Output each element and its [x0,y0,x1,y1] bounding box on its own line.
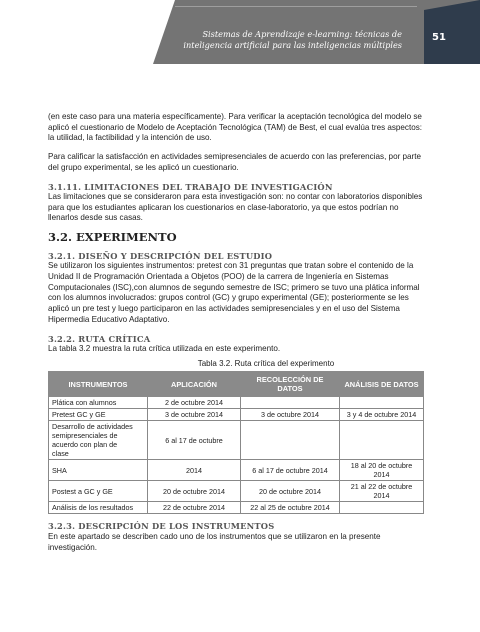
table-row [49,409,424,421]
table-cell [241,421,340,460]
table-row [49,502,424,514]
table-cell: 22 al 25 de octubre 2014 [241,502,340,514]
header-instrumentos: INSTRUMENTOS [49,372,148,397]
paragraph-tam: (en este caso para una materia específicamente). Para verificar la aceptación tecnológica del modelo se aplicó el cuestionario de Modelo de Aceptación Tecnológica (TAM) de Best, el cual evalúa tres aspectos: la utilidad, la factibilidad y la intención de uso. [48,112,423,143]
table-cell: 3 de octubre 2014 [241,409,340,421]
paragraph-critical-path: La tabla 3.2 muestra la ruta crítica utilizada en este experimento. [48,344,281,354]
table-cell [340,421,424,460]
table-cell: Desarrollo de actividades semipresenciales de acuerdo con plan de clase [49,421,148,460]
running-title-line1: Sistemas de Aprendizaje e-learning: técnicas de [202,29,402,39]
table-cell: Postest a GC y GE [49,481,148,502]
heading-instruments: 3.2.3. DESCRIPCIÓN DE LOS INSTRUMENTOS [48,521,275,532]
table-row [49,481,424,502]
paragraph-satisfaction: Para calificar la satisfacción en actividades semipresenciales de acuerdo con las preferencias, por parte del grupo experimental, se les aplicó un cuestionario. [48,152,421,172]
table-caption: Tabla 3.2. Ruta crítica del experimento [197,358,335,368]
running-title [142,29,402,51]
table-cell: 3 y 4 de octubre 2014 [340,409,424,421]
table-cell: 2 de octubre 2014 [148,397,241,409]
table-cell: 3 de octubre 2014 [148,409,241,421]
table-cell: Análisis de los resultados [49,502,148,514]
table-row [49,421,424,460]
table-cell [340,397,424,409]
paragraph-limitations: Las limitaciones que se consideraron para esta investigación son: no contar con laboratorios disponibles para que los estudiantes aplicaran los cuestionarios en clase-laboratorio, ya que estos podrían no llenarlos desde sus casas. [48,192,423,223]
table-cell: 20 de octubre 2014 [241,481,340,502]
table-cell: Pretest GC y GE [49,409,148,421]
table-header-row [49,372,424,397]
running-title-line2: inteligencia artificial para las inteligencias múltiples [183,40,402,50]
table-cell [340,502,424,514]
paragraph-design: Se utilizaron los siguientes instrumentos: pretest con 31 preguntas que tratan sobre el contenido de la Unidad II de Programación Orientada a Objetos (POO) de la carrera de Ingeniería en Sistemas Computacionales (ISC),con alumnos de segundo semestre de ISC; primero se tuvo una plática informal con los alumnos involucrados: grupos control (GC) y grupo experimental (GE); posteriormente se les aplicó un pre test y luego participaron en las actividades semipresenciales y en el uso del Sistema Hipermedia Educativo Adaptativo. [48,261,420,324]
paragraph-instruments: En este apartado se describen cado uno de los instrumentos que se utilizaron en la presente investigación. [48,531,381,552]
table-cell: 22 de octubre 2014 [148,502,241,514]
table-cell: Plática con alumnos [49,397,148,409]
page-number: 51 [432,32,446,43]
table-row [49,397,424,409]
heading-limitations: 3.1.11. LIMITACIONES DEL TRABAJO DE INVESTIGACIÓN [48,181,333,192]
table-cell: 21 al 22 de octubre 2014 [340,481,424,502]
heading-experiment: 3.2. EXPERIMENTO [48,230,177,245]
table-row [49,460,424,481]
header-recoleccion: RECOLECCIÓN DE DATOS [241,372,340,397]
header-aplicacion: APLICACIÓN [148,372,241,397]
page-content [48,112,424,561]
header-analisis: ANÁLISIS DE DATOS [340,372,424,397]
table-cell: 18 al 20 de octubre 2014 [340,460,424,481]
table-cell: 2014 [148,460,241,481]
table-cell: 20 de octubre 2014 [148,481,241,502]
table-cell: 6 al 17 de octubre [148,421,241,460]
table-cell [241,397,340,409]
critical-path-table [48,371,424,514]
table-cell: 6 al 17 de octubre 2014 [241,460,340,481]
table-cell: SHA [49,460,148,481]
header-rule [175,6,417,7]
page-number-box [424,10,480,64]
heading-critical-path: 3.2.2. RUTA CRÍTICA [48,333,151,344]
heading-design: 3.2.1. DISEÑO Y DESCRIPCIÓN DEL ESTUDIO [48,250,273,261]
